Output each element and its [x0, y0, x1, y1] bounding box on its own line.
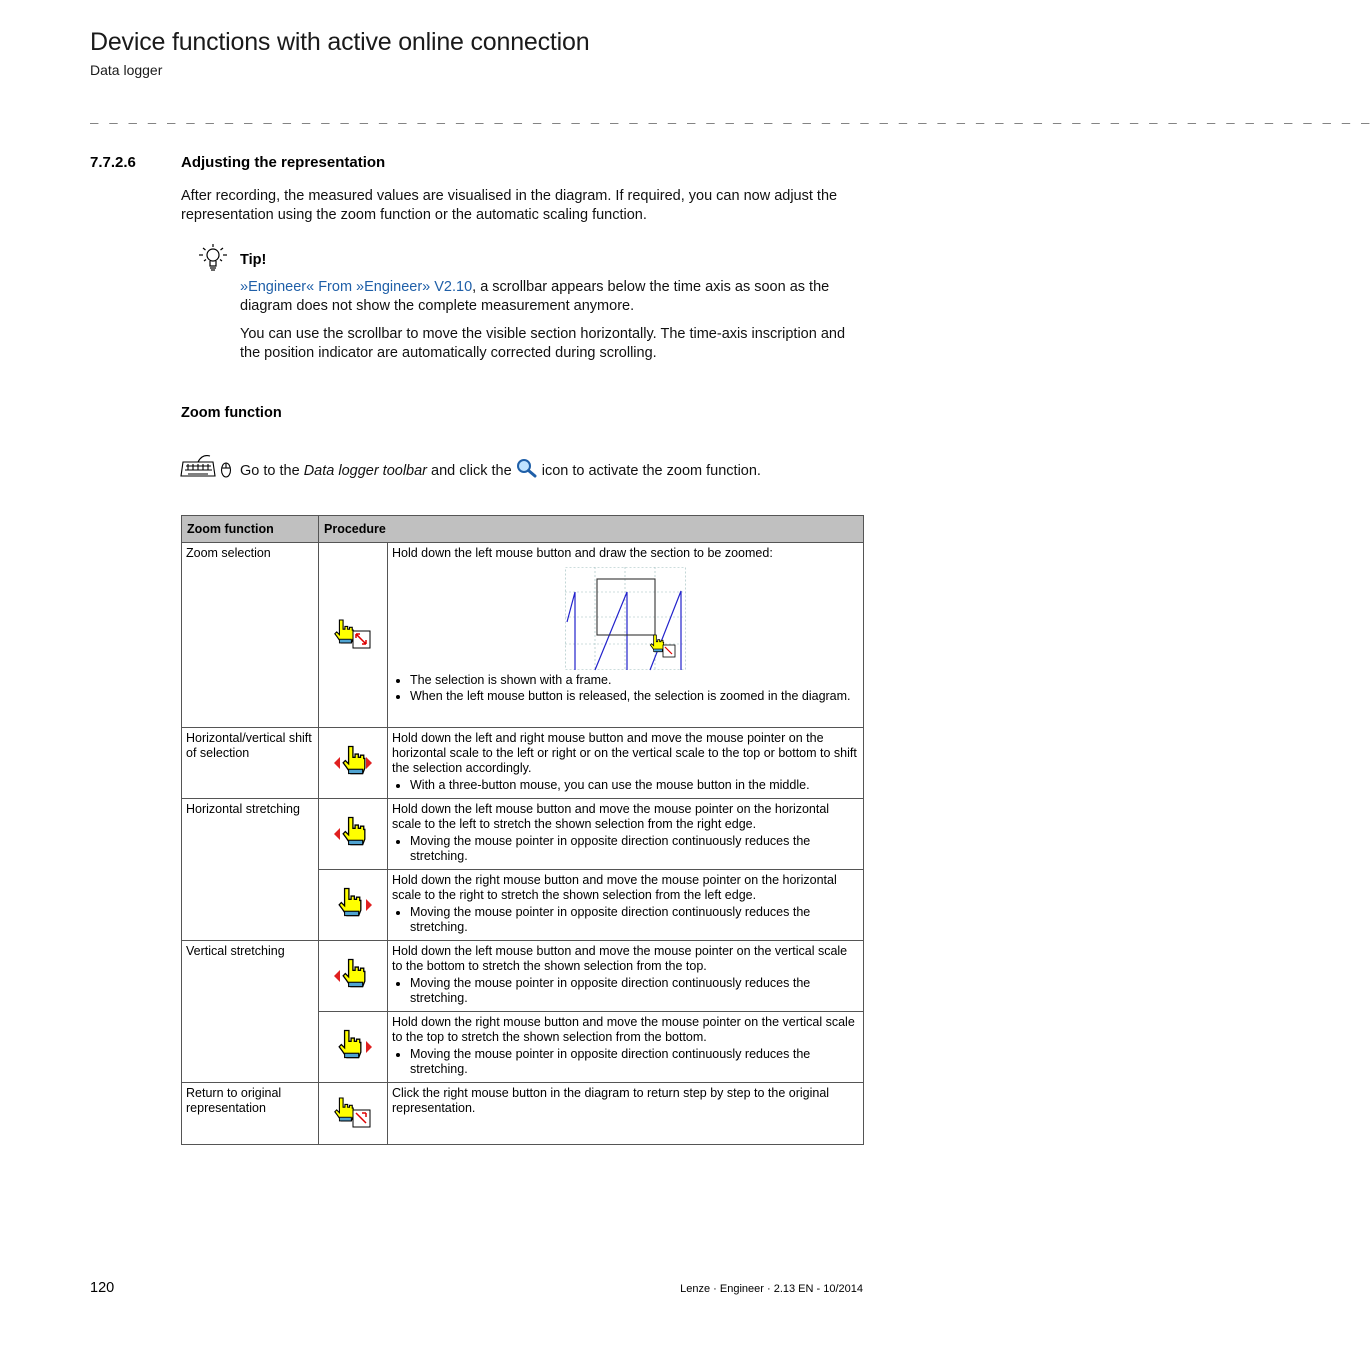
bullet-item: • With a three-button mouse, you can use the mouse button in the middle.: [410, 778, 859, 793]
bullet-item: • When the left mouse button is released, the selection is zoomed in the diagram.: [410, 689, 859, 704]
function-cell: Vertical stretching: [182, 941, 319, 1083]
procedure-text: Hold down the right mouse button and move the mouse pointer on the horizontal scale to the right to stretch the shown selection from the left edge.: [392, 873, 837, 902]
zoom-instruction: Go to the Data logger toolbar and click the icon to activate the zoom function.: [240, 458, 880, 481]
tip-bulb-icon: [196, 242, 230, 276]
table-row: [182, 1083, 864, 1145]
function-cell: Horizontal stretching: [182, 799, 319, 941]
icon-cell: [319, 870, 388, 941]
bullet-item: • Moving the mouse pointer in opposite direction continuously reduces the stretching.: [410, 905, 859, 935]
table-row: [182, 799, 864, 870]
procedure-cell: [388, 1012, 864, 1083]
icon-cell: [319, 1083, 388, 1145]
section-number: 7.7.2.6: [90, 154, 136, 171]
icon-cell: [319, 941, 388, 1012]
column-header-procedure: Procedure: [319, 516, 864, 543]
intro-paragraph: After recording, the measured values are visualised in the diagram. If required, you can now adjust the representation using the zoom function or the automatic scaling function.: [181, 188, 838, 223]
procedure-text: Hold down the left mouse button and move the mouse pointer on the horizontal scale to the left to stretch the shown selection from the right edge.: [392, 802, 830, 831]
tip-label: Tip!: [240, 252, 267, 268]
page-header-title: Device functions with active online connection: [90, 28, 590, 56]
procedure-text: Hold down the left mouse button and draw the section to be zoomed:: [392, 546, 773, 560]
procedure-cell: [388, 799, 864, 870]
function-cell: Zoom selection: [182, 543, 319, 728]
procedure-cell: [388, 941, 864, 1012]
hand-return-icon: [333, 1093, 373, 1131]
hand-stretch-up-icon: [332, 1025, 374, 1065]
hand-stretch-down-icon: [332, 954, 374, 994]
header-separator: _ _ _ _ _ _ _ _ _ _ _ _ _ _ _ _ _ _ _ _ _ _ _ _ _ _ _ _ _ _ _ _ _ _ _ _ _ _ _ _ _ _ _ _ _ _ _ _ _ _ _ _ _ _ _ _ _ _ _ _ _ _ _ _ _ _ _: [90, 108, 1371, 124]
table-row: [182, 543, 864, 728]
icon-cell: [319, 1012, 388, 1083]
procedure-cell: [388, 1083, 864, 1145]
icon-cell: [319, 799, 388, 870]
procedure-cell: [388, 870, 864, 941]
hand-zoom-icon: [333, 615, 373, 651]
icon-cell: [319, 543, 388, 728]
tip-paragraph-1-text: , a scrollbar appears below the time axis as soon as the diagram does not show the complete measurement anymore.: [240, 279, 830, 314]
section-title: Adjusting the representation: [181, 154, 386, 171]
hand-stretch-right-icon: [332, 883, 374, 923]
bullet-item: • Moving the mouse pointer in opposite direction continuously reduces the stretching.: [410, 834, 859, 864]
table-row: [182, 728, 864, 799]
procedure-cell: [388, 728, 864, 799]
magnifier-icon: [516, 458, 538, 478]
function-cell: Return to original representation: [182, 1083, 319, 1145]
page-number: 120: [90, 1280, 115, 1296]
tip-paragraph-1: [240, 278, 868, 316]
page-header-subtitle: Data logger: [90, 62, 163, 78]
bullet-item: • The selection is shown with a frame.: [410, 673, 859, 688]
bullet-item: • Moving the mouse pointer in opposite direction continuously reduces the stretching.: [410, 976, 859, 1006]
zoom-procedure-table: [181, 515, 864, 1145]
keyboard-mouse-icon: [180, 450, 234, 482]
document-info: Lenze · Engineer · 2.13 EN - 10/2014: [680, 1283, 863, 1295]
hand-shift-icon: [332, 741, 374, 781]
zoom-function-heading: Zoom function: [181, 405, 282, 421]
procedure-text: Hold down the left and right mouse button and move the mouse pointer on the horizontal scale to the left or right or on the vertical scale to the top or bottom to shift the selection accordingly.: [392, 731, 857, 775]
procedure-text: Click the right mouse button in the diagram to return step by step to the original representation.: [392, 1086, 830, 1115]
procedure-text: Hold down the left mouse button and move the mouse pointer on the vertical scale to the bottom to stretch the shown selection from the top.: [392, 944, 848, 973]
bullet-item: • Moving the mouse pointer in opposite direction continuously reduces the stretching.: [410, 1047, 859, 1077]
column-header-function: Zoom function: [182, 516, 319, 543]
procedure-text: Hold down the right mouse button and move the mouse pointer on the vertical scale to the top to stretch the shown selection from the bottom.: [392, 1015, 855, 1044]
icon-cell: [319, 728, 388, 799]
engineer-version-link[interactable]: »Engineer« From »Engineer» V2.10: [240, 279, 473, 295]
tip-paragraph-2: You can use the scrollbar to move the visible section horizontally. The time-axis inscription and the position indicator are automatically corrected during scrolling.: [240, 326, 846, 361]
zoom-selection-diagram: [565, 567, 687, 671]
function-cell: Horizontal/vertical shift of selection: [182, 728, 319, 799]
procedure-cell: [388, 543, 864, 728]
data-logger-toolbar-ref: Data logger toolbar: [303, 463, 428, 479]
hand-stretch-left-icon: [332, 812, 374, 852]
table-row: [182, 941, 864, 1012]
